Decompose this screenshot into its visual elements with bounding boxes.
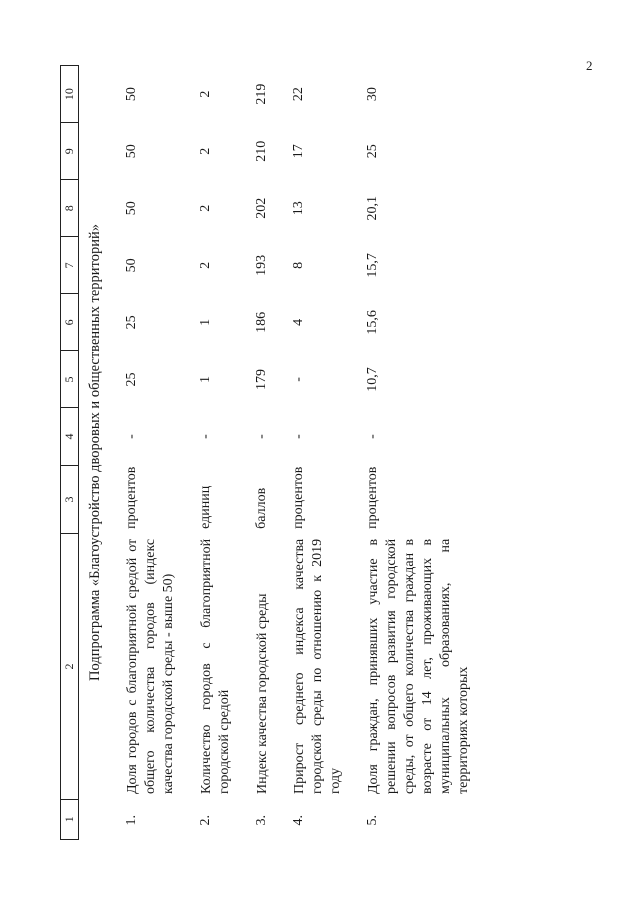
header-cell: 7 <box>61 237 79 294</box>
value-cell: 25 <box>124 372 139 387</box>
header-cell: 4 <box>61 408 79 465</box>
table-row <box>114 66 188 840</box>
row-number: 3. <box>253 815 269 826</box>
indicator-unit: единиц <box>197 485 213 529</box>
indicator-unit: процентов <box>365 466 381 529</box>
header-cell: 9 <box>61 123 79 180</box>
value-cell: 25 <box>124 315 139 330</box>
value-cell: 193 <box>253 254 269 276</box>
indicator-unit: процентов <box>291 466 307 529</box>
value-cell: 8 <box>291 261 307 269</box>
value-cell: 2 <box>197 261 213 269</box>
value-cell: 179 <box>253 368 269 390</box>
row-number: 1. <box>124 815 139 826</box>
row-number: 2. <box>197 815 213 826</box>
row-number: 4. <box>291 815 307 826</box>
value-cell: - <box>291 434 307 439</box>
table-header-row <box>61 66 79 840</box>
value-cell: - <box>124 434 139 439</box>
value-cell: 22 <box>291 87 307 102</box>
header-cell: 5 <box>61 351 79 408</box>
header-cell: 2 <box>61 534 79 799</box>
value-cell: 50 <box>124 144 139 159</box>
value-cell: 50 <box>124 201 139 216</box>
value-cell: 2 <box>197 204 213 212</box>
subprogram-title: Подпрограмма «Благоустройство дворовых и общественных территорий» <box>87 224 103 681</box>
value-cell: 4 <box>291 318 307 326</box>
value-cell: 15,6 <box>365 310 381 335</box>
header-cell: 10 <box>61 66 79 123</box>
indicator-name: Индекс качества городской среды <box>254 593 270 795</box>
rotated-table-container <box>60 65 590 840</box>
indicator-name: Количество городов с благоприятной городской средой <box>198 538 232 795</box>
value-cell: 202 <box>253 197 269 219</box>
subprogram-row <box>79 66 115 840</box>
value-cell: 219 <box>253 83 269 105</box>
table-row <box>281 66 355 840</box>
indicators-table <box>60 65 483 840</box>
value-cell: 10,7 <box>365 367 381 392</box>
indicator-name: Доля городов с благоприятной средой от общего количества городов (индекс качества городской среды - выше 50) <box>125 538 176 795</box>
row-number: 5. <box>365 815 381 826</box>
value-cell: 50 <box>124 258 139 273</box>
header-cell: 6 <box>61 294 79 351</box>
value-cell: 2 <box>197 147 213 155</box>
value-cell: 186 <box>253 311 269 333</box>
value-cell: 15,7 <box>365 253 381 278</box>
indicator-name: Прирост среднего индекса качества городской среды по отношению к 2019 году <box>292 538 344 795</box>
value-cell: 210 <box>253 140 269 162</box>
page-number: 2 <box>586 58 593 73</box>
value-cell: 1 <box>197 375 213 383</box>
value-cell: 20,1 <box>365 196 381 221</box>
value-cell: - <box>365 434 381 439</box>
value-cell: 17 <box>291 144 307 159</box>
table-row <box>188 66 244 840</box>
header-cell: 8 <box>61 180 79 237</box>
table-row <box>244 66 282 840</box>
indicator-unit: процентов <box>124 466 139 529</box>
value-cell: 13 <box>291 201 307 216</box>
indicator-name: Доля граждан, принявших участие в решении вопросов развития городской среды, от общего количества граждан в возрасте от 14 лет, проживающих в муниципальных образованиях, на территориях которых <box>366 538 471 795</box>
value-cell: 50 <box>124 87 139 102</box>
table-row <box>355 66 482 840</box>
header-cell: 3 <box>61 465 79 534</box>
value-cell: - <box>253 434 269 439</box>
indicator-unit: баллов <box>253 487 269 529</box>
value-cell: - <box>197 434 213 439</box>
value-cell: 2 <box>197 90 213 98</box>
value-cell: 1 <box>197 318 213 326</box>
value-cell: - <box>291 377 307 382</box>
value-cell: 30 <box>365 87 381 102</box>
header-cell: 1 <box>61 799 79 839</box>
value-cell: 25 <box>365 144 381 159</box>
